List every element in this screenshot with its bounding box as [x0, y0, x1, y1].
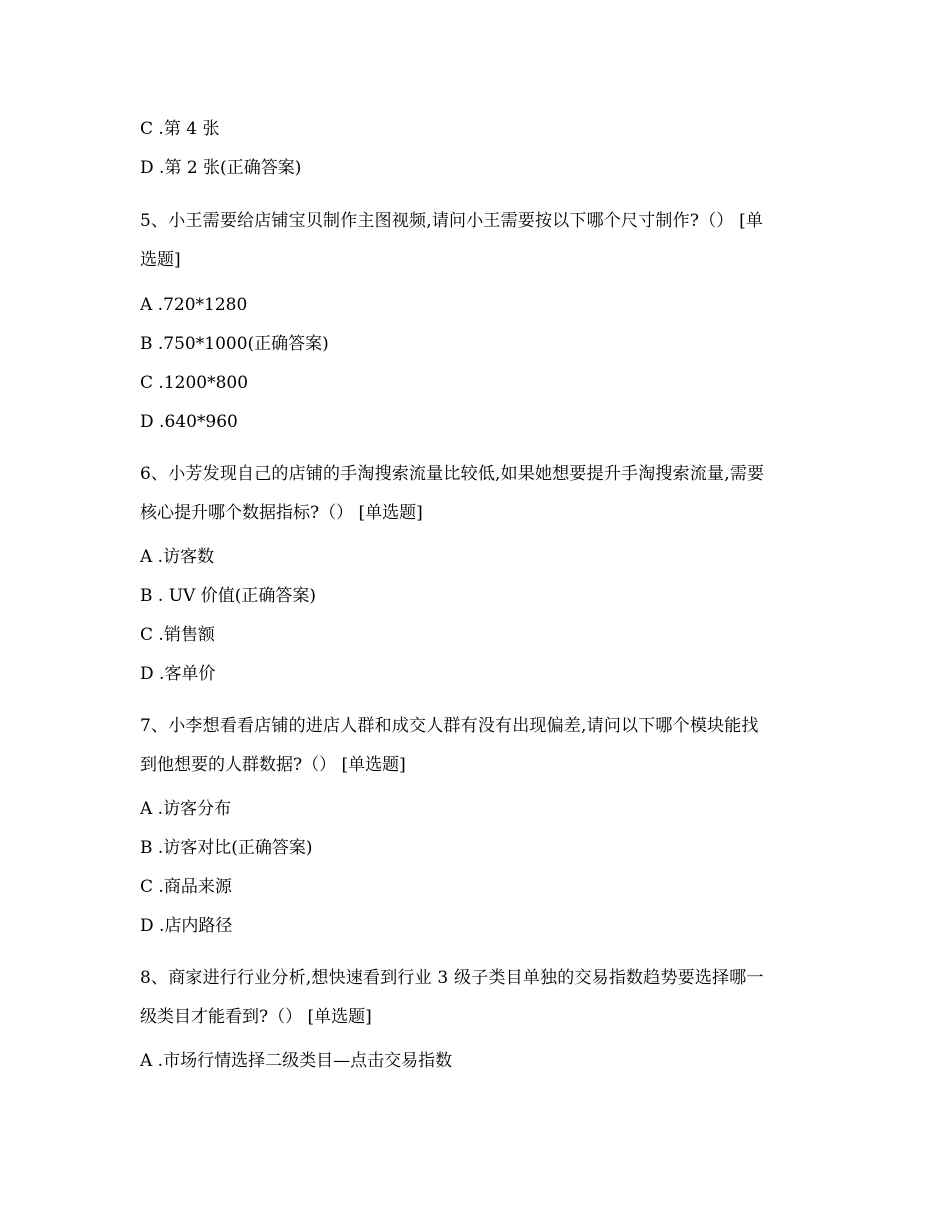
- question-7-line-2: 到他想要的人群数据?（） [单选题]: [140, 755, 406, 775]
- option-6b: B . UV 价值(正确答案): [140, 586, 316, 606]
- option-6d: D .客单价: [140, 664, 216, 684]
- option-4d: D .第 2 张(正确答案): [140, 158, 302, 178]
- option-6a: A .访客数: [140, 547, 215, 567]
- option-7a: A .访客分布: [140, 799, 232, 819]
- question-5-line-1: 5、小王需要给店铺宝贝制作主图视频,请问小王需要按以下哪个尺寸制作?（） [单: [140, 211, 764, 231]
- option-4c: C .第 4 张: [140, 119, 220, 139]
- question-6-line-2: 核心提升哪个数据指标?（） [单选题]: [140, 503, 423, 523]
- option-7c: C .商品来源: [140, 877, 232, 897]
- option-7b: B .访客对比(正确答案): [140, 838, 313, 858]
- option-7d: D .店内路径: [140, 916, 233, 936]
- option-5b: B .750*1000(正确答案): [140, 334, 329, 354]
- question-7-line-1: 7、小李想看看店铺的进店人群和成交人群有没有出现偏差,请问以下哪个模块能找: [140, 716, 759, 736]
- option-5c: C .1200*800: [140, 373, 249, 393]
- question-8-line-2: 级类目才能看到?（） [单选题]: [140, 1007, 372, 1027]
- question-5-line-2: 选题]: [140, 250, 181, 270]
- question-8-line-1: 8、商家进行行业分析,想快速看到行业 3 级子类目单独的交易指数趋势要选择哪一: [140, 968, 764, 988]
- option-5d: D .640*960: [140, 412, 238, 432]
- option-6c: C .销售额: [140, 625, 215, 645]
- question-6-line-1: 6、小芳发现自己的店铺的手淘搜索流量比较低,如果她想要提升手淘搜索流量,需要: [140, 464, 765, 484]
- option-8a: A .市场行情选择二级类目—点击交易指数: [140, 1051, 453, 1071]
- option-5a: A .720*1280: [140, 295, 248, 315]
